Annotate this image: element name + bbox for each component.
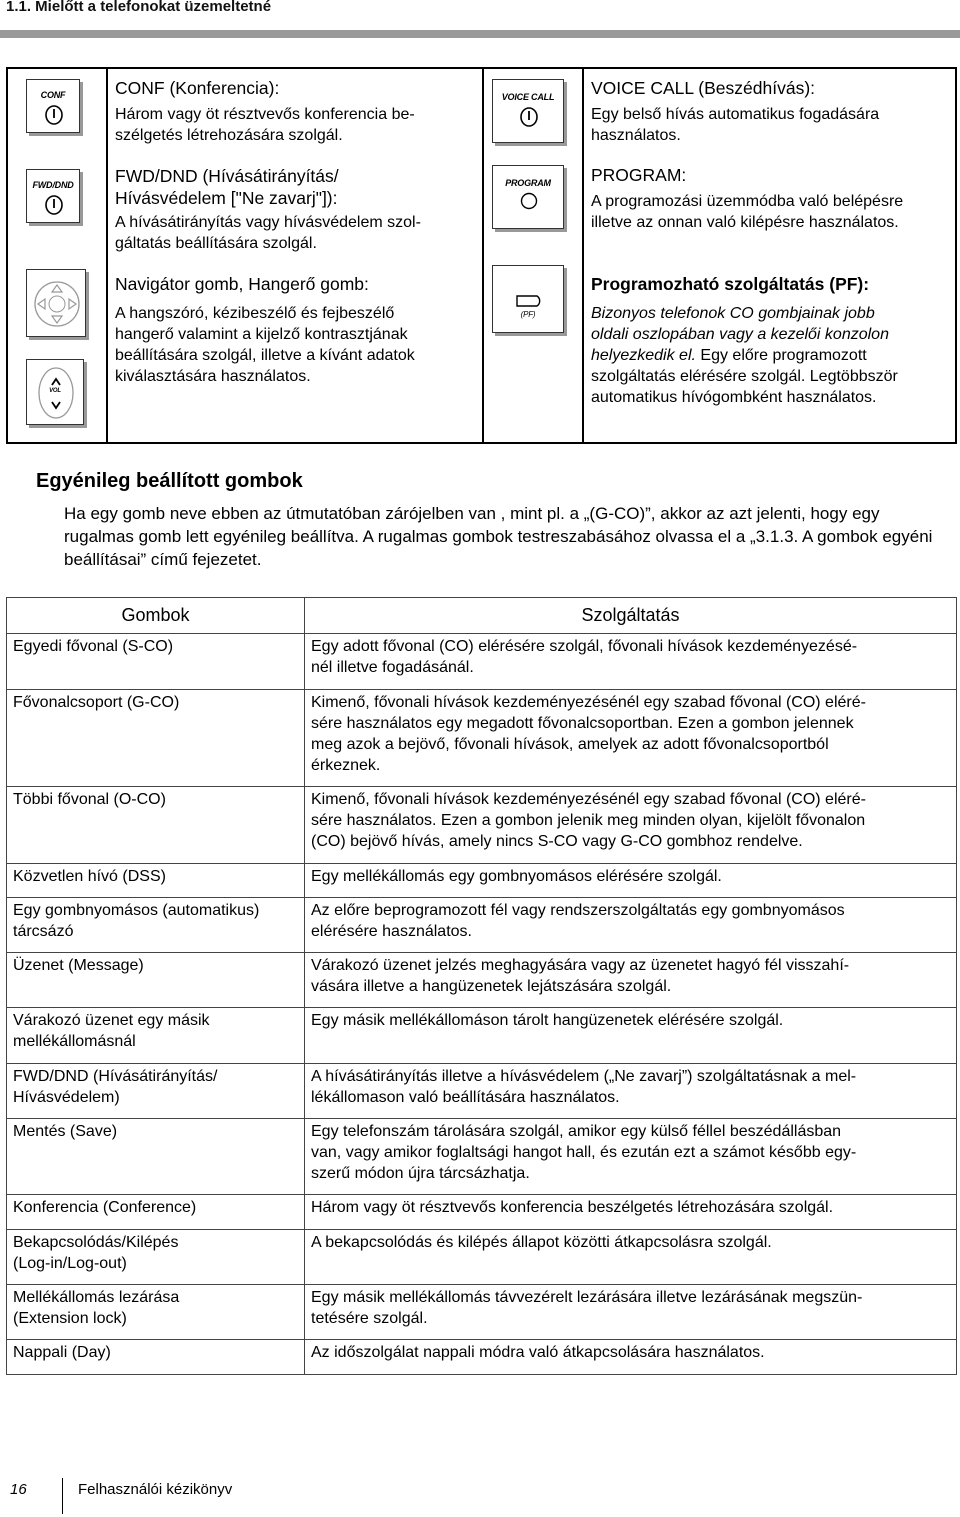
power-knob-icon [519, 106, 539, 128]
row-service-desc: A bekapcsolódás és kilépés állapot közötti átkapcsolásra szolgál. [311, 1234, 772, 1251]
table-row [7, 1119, 957, 1195]
row-button-name: Fővonalcsoport (G-CO) [13, 694, 180, 711]
pf-icon-caption: (PF) [520, 310, 536, 319]
row-service-desc: Egy telefonszám tárolására szolgál, amikor egy külső féllel beszédállásban van, vagy amikor foglaltsági hangot hall, és ezután ezt a számot később egy- szerű módon újra tárcsázhatja. [311, 1123, 857, 1182]
table-row [7, 1064, 957, 1119]
row-service-desc: Egy másik mellékállomás távvezérelt lezárására illetve lezárásának megszün- tetésére szolgál. [311, 1289, 863, 1327]
nav-description [115, 273, 475, 387]
page-number: 16 [10, 1481, 27, 1498]
navigator-pad-icon [31, 276, 83, 332]
row-button-name: Közvetlen hívó (DSS) [13, 868, 166, 885]
pf-key-icon [515, 294, 545, 308]
table-row [7, 898, 957, 953]
voice-icon-caption: VOICE CALL [501, 92, 555, 102]
table-row [7, 1285, 957, 1340]
pf-title: Programozható szolgáltatás (PF): [591, 274, 870, 294]
voice-title: VOICE CALL (Beszédhívás): [591, 78, 816, 98]
nav-desc: A hangszóró, kézibeszélő és fejbeszélő hangerő valamint a kijelző kontrasztjának beállítására szolgál, illetve a kívánt adatok kiválasztására használatos. [115, 305, 415, 385]
row-service-desc: Az időszolgálat nappali módra való átkapcsolására használatos. [311, 1344, 765, 1361]
table-row [7, 1340, 957, 1375]
table-row [7, 953, 957, 1008]
volume-button-icon [26, 359, 84, 425]
row-service-desc: Egy mellékállomás egy gombnyomásos elérésére szolgál. [311, 868, 722, 885]
voice-description [591, 77, 951, 146]
row-service-desc: Kimenő, fővonali hívások kezdeményezésénél egy szabad fővonal (CO) eléré- sére használatos egy megadott fővonalcsoportban. Ezen a gombon jelennek meg azok a bejövő, fővonali hívások, amelyek az adott fővonalcsoportból érkeznek. [311, 694, 866, 774]
pf-button-icon [492, 265, 564, 333]
page-header-title: 1.1. Mielőtt a telefonokat üzemeltetné [6, 0, 272, 15]
program-title: PROGRAM: [591, 165, 687, 185]
row-service-desc: Várakozó üzenet jelzés meghagyására vagy az üzenetet hagyó fél visszahí- vására illetve a hangüzenetek lejátszására szolgál. [311, 957, 850, 995]
table-divider [582, 69, 584, 442]
pf-description [591, 273, 953, 408]
fwd-desc: A hívásátirányítás vagy hívásvédelem szol- gáltatás beállítására szolgál. [115, 214, 421, 252]
header-buttons: Gombok [7, 598, 305, 634]
table-row [7, 1195, 957, 1230]
power-knob-icon [44, 194, 64, 216]
conf-title: CONF (Konferencia): [115, 78, 280, 98]
section-paragraph: Ha egy gomb neve ebben az útmutatóban zárójelben van , mint pl. a „(G-CO)”, akkor az azt jelenti, hogy egy rugalmas gomb lett egyénileg beállítva. A rugalmas gombok testreszabásához olvassa el a „3.1.3. A gombok egyéni beállításai” című fejezetet. [64, 504, 933, 569]
table-row [7, 634, 957, 690]
feature-table-header [7, 598, 957, 634]
fwd-icon-caption: FWD/DND [32, 180, 74, 190]
table-row [7, 690, 957, 787]
row-service-desc: Egy másik mellékállomáson tárolt hangüzenetek elérésére szolgál. [311, 1012, 784, 1029]
row-button-name: FWD/DND (Hívásátirányítás/ Hívásvédelem) [13, 1068, 218, 1106]
fwd-title: FWD/DND (Hívásátirányítás/ Hívásvédelem ["Ne zavarj"]): [115, 166, 339, 208]
row-button-name: Mentés (Save) [13, 1123, 118, 1140]
voice-call-button-icon [492, 79, 564, 143]
table-row [7, 864, 957, 898]
pf-desc: Egy előre programozott szolgáltatás elérésére szolgál. Legtöbbször automatikus hívógombként használatos. [591, 347, 898, 406]
row-button-name: Mellékállomás lezárása (Extension lock) [13, 1289, 180, 1327]
row-button-name: Bekapcsolódás/Kilépés (Log-in/Log-out) [13, 1234, 179, 1272]
row-service-desc: Az előre beprogramozott fél vagy rendszerszolgáltatás egy gombnyomásos elérésére használatos. [311, 902, 845, 940]
nav-title: Navigátor gomb, Hangerő gomb: [115, 274, 369, 294]
footer-rule [62, 1478, 63, 1514]
row-button-name: Várakozó üzenet egy másik mellékállomásnál [13, 1012, 210, 1050]
table-row [7, 1008, 957, 1064]
table-divider [106, 69, 108, 442]
header-rule [0, 30, 960, 38]
program-desc: A programozási üzemmódba való belépésre illetve az onnan való kilépésre használatos. [591, 193, 904, 231]
program-icon-caption: PROGRAM [505, 178, 551, 188]
conf-icon-caption: CONF [40, 90, 66, 100]
conf-button-icon [26, 79, 80, 133]
table-divider [482, 69, 484, 442]
vol-icon-caption: VOL [49, 388, 61, 394]
row-button-name: Többi fővonal (O-CO) [13, 791, 166, 808]
row-button-name: Egyedi fővonal (S-CO) [13, 638, 174, 655]
pf-desc-italic: Bizonyos telefonok CO gombjainak jobb oldali oszlopában vagy a kezelői konzolon helyezkedik el. [591, 305, 889, 364]
fwd-dnd-button-icon [26, 169, 80, 223]
row-button-name: Egy gombnyomásos (automatikus) tárcsázó [13, 902, 260, 940]
program-description [591, 164, 951, 233]
program-button-icon [492, 165, 564, 229]
row-button-name: Konferencia (Conference) [13, 1199, 197, 1216]
row-service-desc: A hívásátirányítás illetve a hívásvédelem („Ne zavarj”) szolgáltatásnak a mel- lékállomason való beállítására használatos. [311, 1068, 857, 1106]
row-service-desc: Három vagy öt résztvevős konferencia beszélgetés létrehozására szolgál. [311, 1199, 834, 1216]
round-button-icon [520, 192, 538, 210]
table-row [7, 787, 957, 864]
header-service: Szolgáltatás [305, 598, 957, 634]
feature-table [6, 597, 957, 1375]
row-button-name: Üzenet (Message) [13, 957, 144, 974]
fwd-description [115, 165, 475, 254]
power-knob-icon [44, 104, 64, 126]
navigator-button-icon [26, 269, 86, 337]
row-button-name: Nappali (Day) [13, 1344, 111, 1361]
button-reference-table [6, 67, 957, 444]
footer-title: Felhasználói kézikönyv [78, 1481, 233, 1498]
table-row [7, 1230, 957, 1285]
conf-description [115, 77, 475, 146]
section-title: Egyénileg beállított gombok [36, 470, 303, 492]
voice-desc: Egy belső hívás automatikus fogadására használatos. [591, 106, 880, 144]
row-service-desc: Kimenő, fővonali hívások kezdeményezésénél egy szabad fővonal (CO) eléré- sére használatos. Ezen a gombon jelenik meg minden olyan, kijelölt fővonalon (CO) bejövő hívás, amely nincs S-CO vagy G-CO gombhoz rendelve. [311, 791, 866, 850]
conf-desc: Három vagy öt résztvevős konferencia be- szélgetés létrehozására szolgál. [115, 106, 415, 144]
row-service-desc: Egy adott fővonal (CO) elérésére szolgál, fővonali hívások kezdeményezésé- nél illetve fogadásánál. [311, 638, 858, 676]
